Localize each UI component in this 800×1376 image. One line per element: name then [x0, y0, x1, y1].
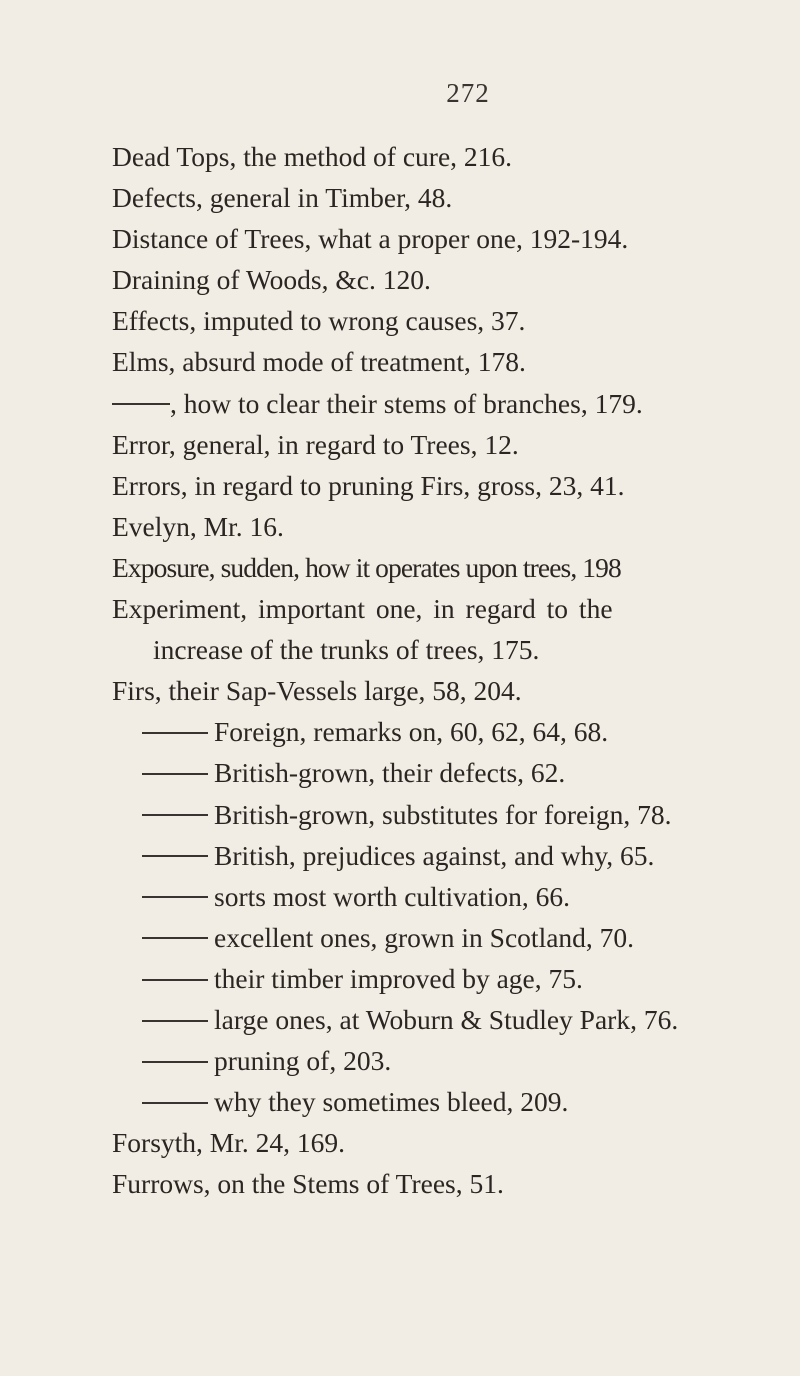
- entry-text: large ones, at Woburn & Studley Park, 76.: [214, 1003, 679, 1035]
- index-entry: [112, 341, 762, 382]
- index-entry: [112, 136, 762, 177]
- index-subentry: [112, 876, 762, 917]
- ditto-dash: [142, 937, 208, 939]
- entry-text: excellent ones, grown in Scotland, 70.: [214, 921, 635, 953]
- entry-text: Evelyn, Mr. 16.: [112, 510, 284, 542]
- index-subentry: [112, 835, 762, 876]
- entry-text: pruning of, 203.: [214, 1045, 392, 1077]
- index-subentry: [112, 794, 762, 835]
- entry-text: why they sometimes bleed, 209.: [214, 1086, 569, 1118]
- entry-text: Errors, in regard to pruning Firs, gross, 23, 41.: [112, 469, 625, 501]
- index-entry-continuation: [112, 629, 762, 670]
- index-entry: [112, 177, 762, 218]
- entry-text: Foreign, remarks on, 60, 62, 64, 68.: [214, 716, 609, 748]
- ditto-dash: [142, 773, 208, 775]
- entry-text: their timber improved by age, 75.: [214, 962, 583, 994]
- entry-text: Error, general, in regard to Trees, 12.: [112, 428, 519, 460]
- index-entry: [112, 259, 762, 300]
- entry-text: Effects, imputed to wrong causes, 37.: [112, 305, 526, 337]
- entry-text: sorts most worth cultivation, 66.: [214, 880, 570, 912]
- index-subentry: [112, 1040, 762, 1081]
- index-entry: [112, 300, 762, 341]
- entry-text: British-grown, their defects, 62.: [214, 757, 566, 789]
- ditto-dash: [142, 1020, 208, 1022]
- entry-text: British, prejudices against, and why, 65.: [214, 839, 655, 871]
- entry-text: Forsyth, Mr. 24, 169.: [112, 1127, 346, 1159]
- entry-text: Distance of Trees, what a proper one, 192-194.: [112, 223, 629, 255]
- index-subentry: [112, 917, 762, 958]
- index-entry: [112, 465, 762, 506]
- entry-text: Dead Tops, the method of cure, 216.: [112, 141, 513, 172]
- entry-text: Firs, their Sap-Vessels large, 58, 204.: [112, 675, 522, 707]
- index-entry: [112, 588, 762, 629]
- index-subentry: [112, 711, 762, 752]
- index-entry: [112, 1163, 762, 1204]
- index-subentry: [112, 752, 762, 793]
- ditto-dash: [142, 896, 208, 898]
- entry-text: Exposure, sudden, how it operates upon trees, 198: [112, 551, 621, 583]
- index-entry: [112, 670, 762, 711]
- index-subentry: [112, 999, 762, 1040]
- ditto-dash: [142, 732, 208, 734]
- index-entry: [112, 424, 762, 465]
- entry-text: Defects, general in Timber, 48.: [112, 182, 453, 214]
- entry-text: Experiment, important one, in regard to the: [112, 593, 613, 625]
- index-entry: [112, 506, 762, 547]
- index-entry: [112, 218, 762, 259]
- ditto-dash: [142, 855, 208, 857]
- index-subentry: [112, 1081, 762, 1122]
- entry-text: British-grown, substitutes for foreign, 78.: [214, 798, 672, 830]
- entry-text: increase of the trunks of trees, 175.: [153, 634, 540, 666]
- ditto-dash: [142, 1102, 208, 1104]
- ditto-dash: [142, 1061, 208, 1063]
- index-entry: [112, 547, 762, 588]
- entry-text: Furrows, on the Stems of Trees, 51.: [112, 1168, 504, 1200]
- index-entry: [112, 1122, 762, 1163]
- index-subentry: [112, 958, 762, 999]
- ditto-dash: [142, 979, 208, 981]
- entry-text: Elms, absurd mode of treatment, 178.: [112, 346, 526, 378]
- ditto-dash: [112, 403, 170, 405]
- entry-text: , how to clear their stems of branches, 179.: [170, 387, 643, 419]
- index-subentry: [112, 383, 762, 424]
- page-number: 272: [446, 78, 490, 108]
- ditto-dash: [142, 814, 208, 816]
- entry-text: Draining of Woods, &c. 120.: [112, 264, 431, 296]
- index-list: [112, 136, 762, 1204]
